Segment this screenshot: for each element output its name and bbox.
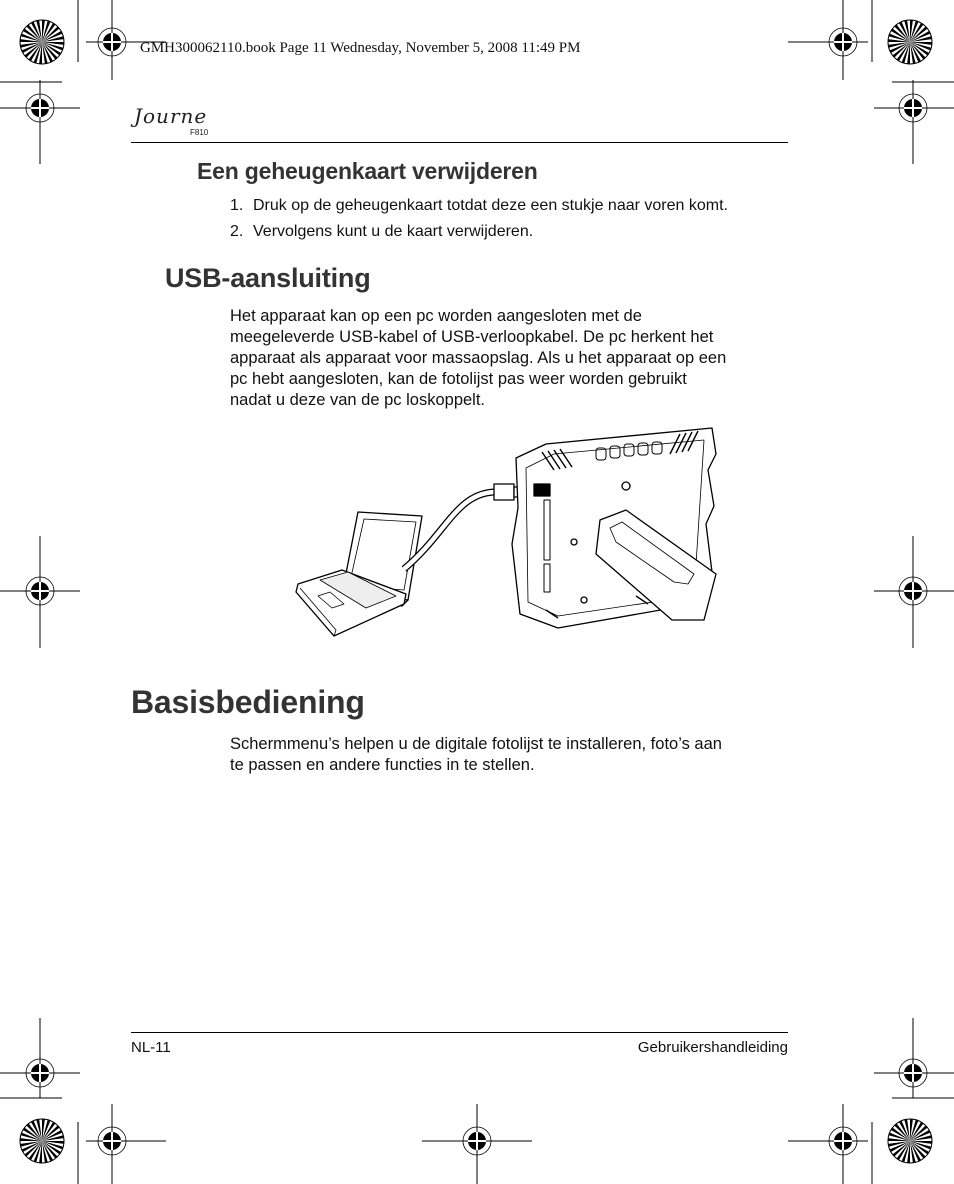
usb-paragraph [230,306,790,411]
header-rule [131,142,788,143]
page-number: NL-11 [131,1039,171,1056]
brand-logo: Journe [134,104,208,128]
manual-title: Gebruikershandleiding [637,1039,788,1056]
steps-list [230,196,728,248]
brand-model: F810 [190,128,209,137]
paragraph-line: apparaat als apparaat voor massaopslag. Als u het apparaat op een [230,349,727,367]
paragraph-line: Schermmenu’s helpen u de digitale fotolijst te installeren, foto’s aan [230,735,722,753]
step-text: Druk op de geheugenkaart totdat deze een stukje naar voren komt. [253,197,728,214]
basic-paragraph [230,734,790,776]
paragraph-line: meegeleverde USB-kabel of USB-verloopkabel. De pc herkent het [230,328,714,346]
starburst-target-icon [20,1119,64,1163]
paragraph-line: nadat u deze van de pc loskoppelt. [230,391,486,409]
starburst-target-icon [888,20,932,64]
list-item [230,222,728,248]
heading-usb: USB-aansluiting [165,263,371,293]
paragraph-line: pc hebt aangesloten, kan de fotolijst pas weer worden gebruikt [230,370,687,388]
step-number: 2. [230,223,244,240]
heading-remove-card: Een geheugenkaart verwijderen [197,158,538,184]
step-number: 1. [230,197,244,214]
usb-connection-illustration [296,424,726,634]
starburst-target-icon [888,1119,932,1163]
step-text: Vervolgens kunt u de kaart verwijderen. [253,223,534,240]
photo-frame-icon [512,428,716,628]
starburst-target-icon [20,20,64,64]
print-slug: GMH300062110.book Page 11 Wednesday, November 5, 2008 11:49 PM [140,40,581,56]
paragraph-line: te passen en andere functies in te stellen. [230,756,535,774]
paragraph-line: Het apparaat kan op een pc worden aangesloten met de [230,307,642,325]
laptop-icon [296,512,422,636]
list-item [230,196,728,222]
footer-rule [131,1032,788,1033]
heading-basic-operation: Basisbediening [131,684,365,720]
